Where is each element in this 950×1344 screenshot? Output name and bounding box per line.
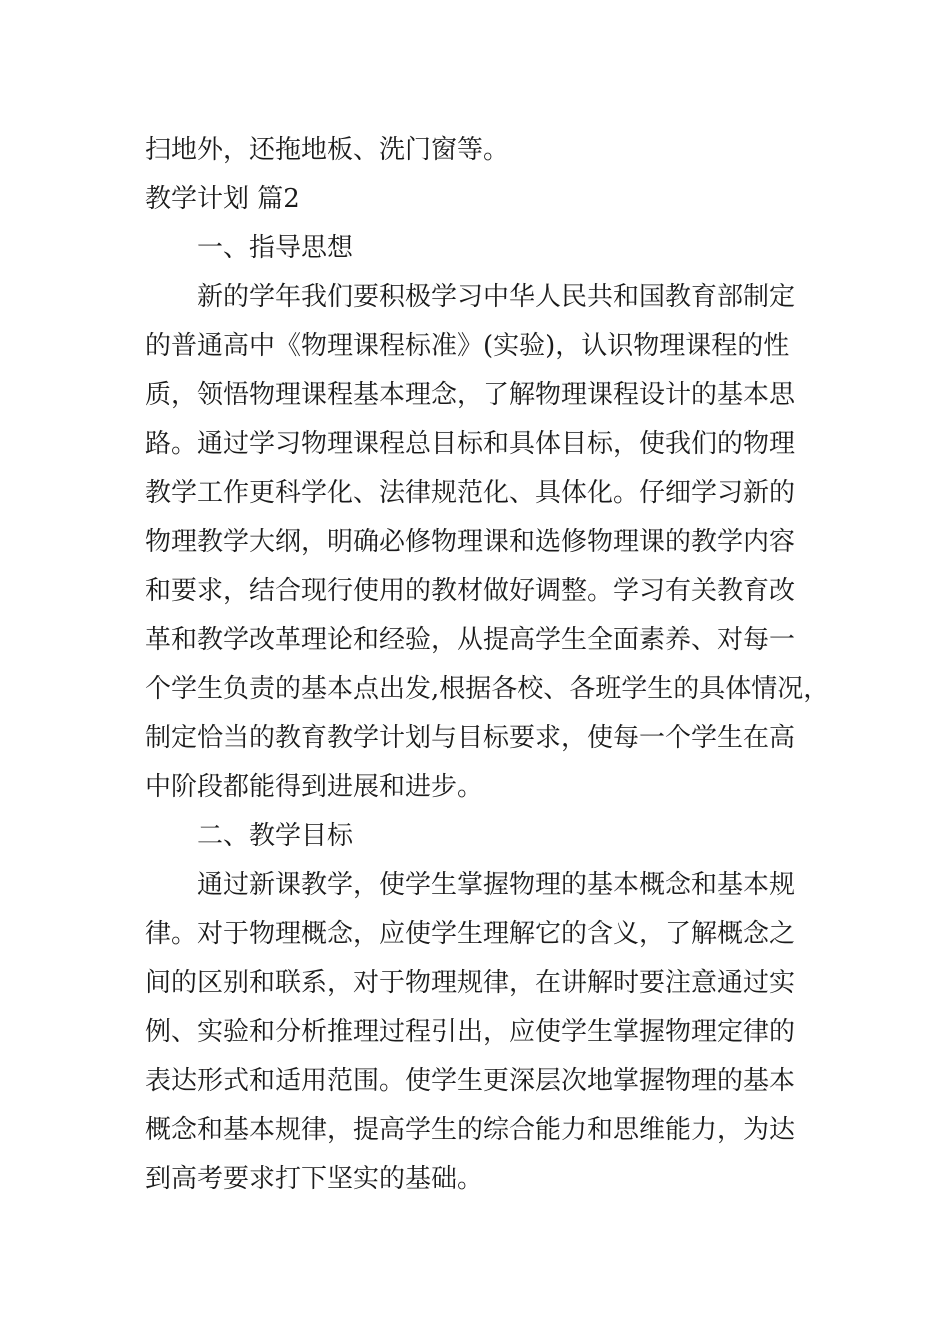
text-line: 中阶段都能得到进展和进步。: [145, 772, 484, 802]
text-line: 制定恰当的教育教学计划与目标要求，使每一个学生在高: [145, 723, 796, 753]
text-line: 扫地外，还拖地板、洗门窗等。: [145, 135, 510, 165]
text-line: 的普通高中《物理课程标准》(实验)，认识物理课程的性: [145, 331, 790, 361]
text-line: 教学工作更科学化、法律规范化、具体化。仔细学习新的: [145, 478, 796, 508]
text-line: 质，领悟物理课程基本理念，了解物理课程设计的基本思: [145, 380, 796, 410]
text-line: 物理教学大纲，明确必修物理课和选修物理课的教学内容: [145, 527, 796, 557]
text-line: 表达形式和适用范围。使学生更深层次地掌握物理的基本: [145, 1066, 796, 1096]
text-line: 一、指导思想: [197, 233, 354, 263]
text-line: 个学生负责的基本点出发,根据各校、各班学生的具体情况，: [145, 674, 830, 704]
text-line: 二、教学目标: [197, 821, 354, 851]
document-body: [145, 126, 830, 1204]
text-line: 律。对于物理概念，应使学生理解它的含义，了解概念之: [145, 919, 796, 949]
text-line: 教学计划 篇2: [145, 184, 300, 214]
text-line: 间的区别和联系，对于物理规律，在讲解时要注意通过实: [145, 968, 796, 998]
text-line: 例、实验和分析推理过程引出，应使学生掌握物理定律的: [145, 1017, 796, 1047]
text-line: 和要求，结合现行使用的教材做好调整。学习有关教育改: [145, 576, 796, 606]
text-line: 革和教学改革理论和经验，从提高学生全面素养、对每一: [145, 625, 796, 655]
text-line: 概念和基本规律，提高学生的综合能力和思维能力，为达: [145, 1115, 796, 1145]
text-line: 通过新课教学，使学生掌握物理的基本概念和基本规: [197, 870, 796, 900]
text-line: 新的学年我们要积极学习中华人民共和国教育部制定: [197, 282, 796, 312]
text-line: 路。通过学习物理课程总目标和具体目标，使我们的物理: [145, 429, 796, 459]
text-line: 到高考要求打下坚实的基础。: [145, 1164, 484, 1194]
